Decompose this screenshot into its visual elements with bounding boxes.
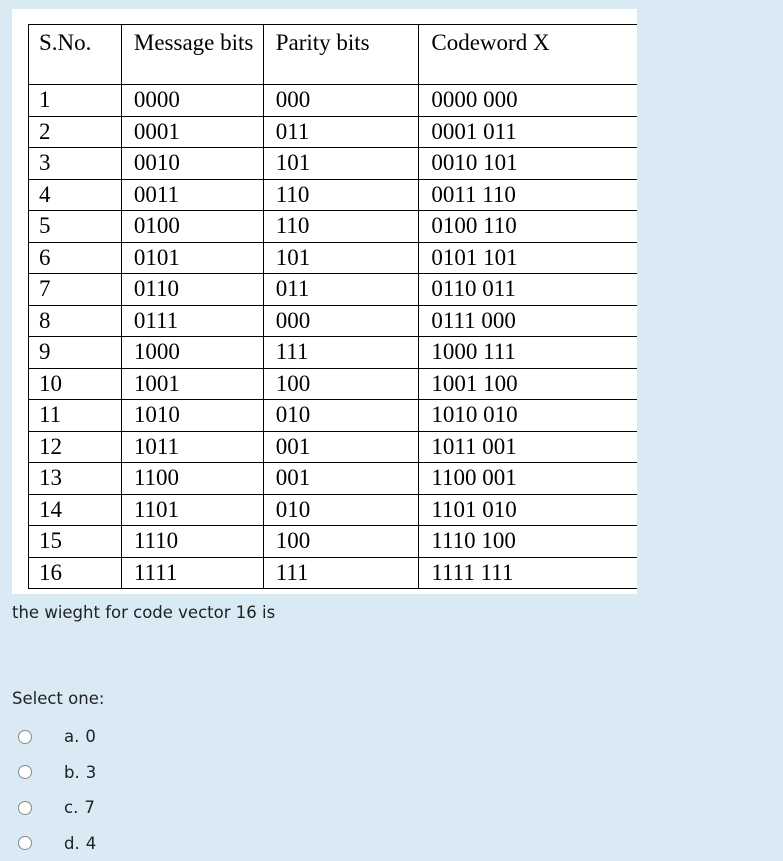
question-text: the wieght for code vector 16 is — [12, 603, 275, 622]
cell-codeword: 0111 000 — [419, 305, 637, 337]
cell-codeword: 0101 101 — [419, 242, 637, 274]
cell-message: 0110 — [121, 274, 263, 306]
cell-codeword: 1100 001 — [419, 463, 637, 495]
option-letter: c. — [64, 798, 78, 817]
radio-button[interactable] — [18, 836, 32, 850]
cell-codeword: 1011 001 — [419, 431, 637, 463]
cell-sno: 12 — [29, 431, 122, 463]
cell-parity: 101 — [263, 148, 419, 180]
header-sno: S.No. — [29, 25, 122, 85]
cell-message: 1001 — [121, 368, 263, 400]
cell-sno: 4 — [29, 179, 122, 211]
cell-sno: 8 — [29, 305, 122, 337]
select-one-prompt: Select one: — [12, 689, 104, 708]
table-row — [29, 274, 638, 306]
cell-sno: 1 — [29, 85, 122, 117]
cell-parity: 111 — [263, 557, 419, 589]
cell-sno: 15 — [29, 526, 122, 558]
cell-parity: 011 — [263, 116, 419, 148]
cell-parity: 100 — [263, 368, 419, 400]
cell-sno: 9 — [29, 337, 122, 369]
cell-codeword: 1010 010 — [419, 400, 637, 432]
option-value: 3 — [86, 763, 97, 782]
header-codeword: Codeword X — [419, 25, 637, 85]
option-letter: d. — [64, 834, 80, 853]
codeword-table — [28, 24, 637, 589]
codeword-table-image — [12, 9, 637, 594]
cell-message: 0111 — [121, 305, 263, 337]
option-c[interactable] — [18, 790, 96, 826]
table-row — [29, 116, 638, 148]
table-row — [29, 526, 638, 558]
radio-button[interactable] — [18, 765, 32, 779]
option-letter: b. — [64, 763, 80, 782]
table-row — [29, 557, 638, 589]
cell-message: 1011 — [121, 431, 263, 463]
cell-sno: 7 — [29, 274, 122, 306]
cell-codeword: 1101 010 — [419, 494, 637, 526]
table-row — [29, 463, 638, 495]
option-value: 0 — [85, 727, 96, 746]
cell-codeword: 1000 111 — [419, 337, 637, 369]
cell-parity: 000 — [263, 85, 419, 117]
cell-codeword: 0100 110 — [419, 211, 637, 243]
cell-codeword: 0001 011 — [419, 116, 637, 148]
radio-button[interactable] — [18, 730, 32, 744]
cell-codeword: 0110 011 — [419, 274, 637, 306]
cell-message: 1110 — [121, 526, 263, 558]
cell-sno: 6 — [29, 242, 122, 274]
cell-sno: 13 — [29, 463, 122, 495]
option-letter: a. — [64, 727, 79, 746]
cell-parity: 100 — [263, 526, 419, 558]
option-a[interactable] — [18, 719, 96, 755]
option-value: 4 — [86, 834, 97, 853]
cell-message: 0100 — [121, 211, 263, 243]
cell-parity: 111 — [263, 337, 419, 369]
cell-message: 1100 — [121, 463, 263, 495]
cell-parity: 101 — [263, 242, 419, 274]
cell-message: 0010 — [121, 148, 263, 180]
cell-parity: 010 — [263, 494, 419, 526]
table-row — [29, 368, 638, 400]
table-row — [29, 148, 638, 180]
cell-codeword: 0011 110 — [419, 179, 637, 211]
cell-message: 1111 — [121, 557, 263, 589]
cell-sno: 2 — [29, 116, 122, 148]
table-row — [29, 494, 638, 526]
cell-message: 0000 — [121, 85, 263, 117]
cell-message: 1000 — [121, 337, 263, 369]
cell-parity: 001 — [263, 431, 419, 463]
option-b[interactable] — [18, 755, 96, 791]
table-row — [29, 400, 638, 432]
option-value: 7 — [84, 798, 95, 817]
table-row — [29, 337, 638, 369]
table-row — [29, 305, 638, 337]
table-row — [29, 211, 638, 243]
cell-sno: 14 — [29, 494, 122, 526]
option-d[interactable] — [18, 826, 96, 861]
table-row — [29, 431, 638, 463]
table-header-row — [29, 25, 638, 85]
answer-options — [18, 719, 96, 861]
cell-sno: 5 — [29, 211, 122, 243]
cell-codeword: 1110 100 — [419, 526, 637, 558]
table-row — [29, 242, 638, 274]
cell-parity: 000 — [263, 305, 419, 337]
cell-sno: 10 — [29, 368, 122, 400]
cell-message: 1010 — [121, 400, 263, 432]
cell-codeword: 0010 101 — [419, 148, 637, 180]
cell-message: 1101 — [121, 494, 263, 526]
header-message-bits: Message bits — [121, 25, 263, 85]
cell-codeword: 0000 000 — [419, 85, 637, 117]
cell-parity: 001 — [263, 463, 419, 495]
cell-sno: 3 — [29, 148, 122, 180]
cell-message: 0001 — [121, 116, 263, 148]
cell-message: 0101 — [121, 242, 263, 274]
cell-codeword: 1001 100 — [419, 368, 637, 400]
table-row — [29, 85, 638, 117]
cell-parity: 110 — [263, 179, 419, 211]
cell-codeword: 1111 111 — [419, 557, 637, 589]
radio-button[interactable] — [18, 801, 32, 815]
cell-parity: 011 — [263, 274, 419, 306]
cell-message: 0011 — [121, 179, 263, 211]
cell-sno: 16 — [29, 557, 122, 589]
table-row — [29, 179, 638, 211]
header-parity-bits: Parity bits — [263, 25, 419, 85]
cell-parity: 110 — [263, 211, 419, 243]
cell-parity: 010 — [263, 400, 419, 432]
cell-sno: 11 — [29, 400, 122, 432]
